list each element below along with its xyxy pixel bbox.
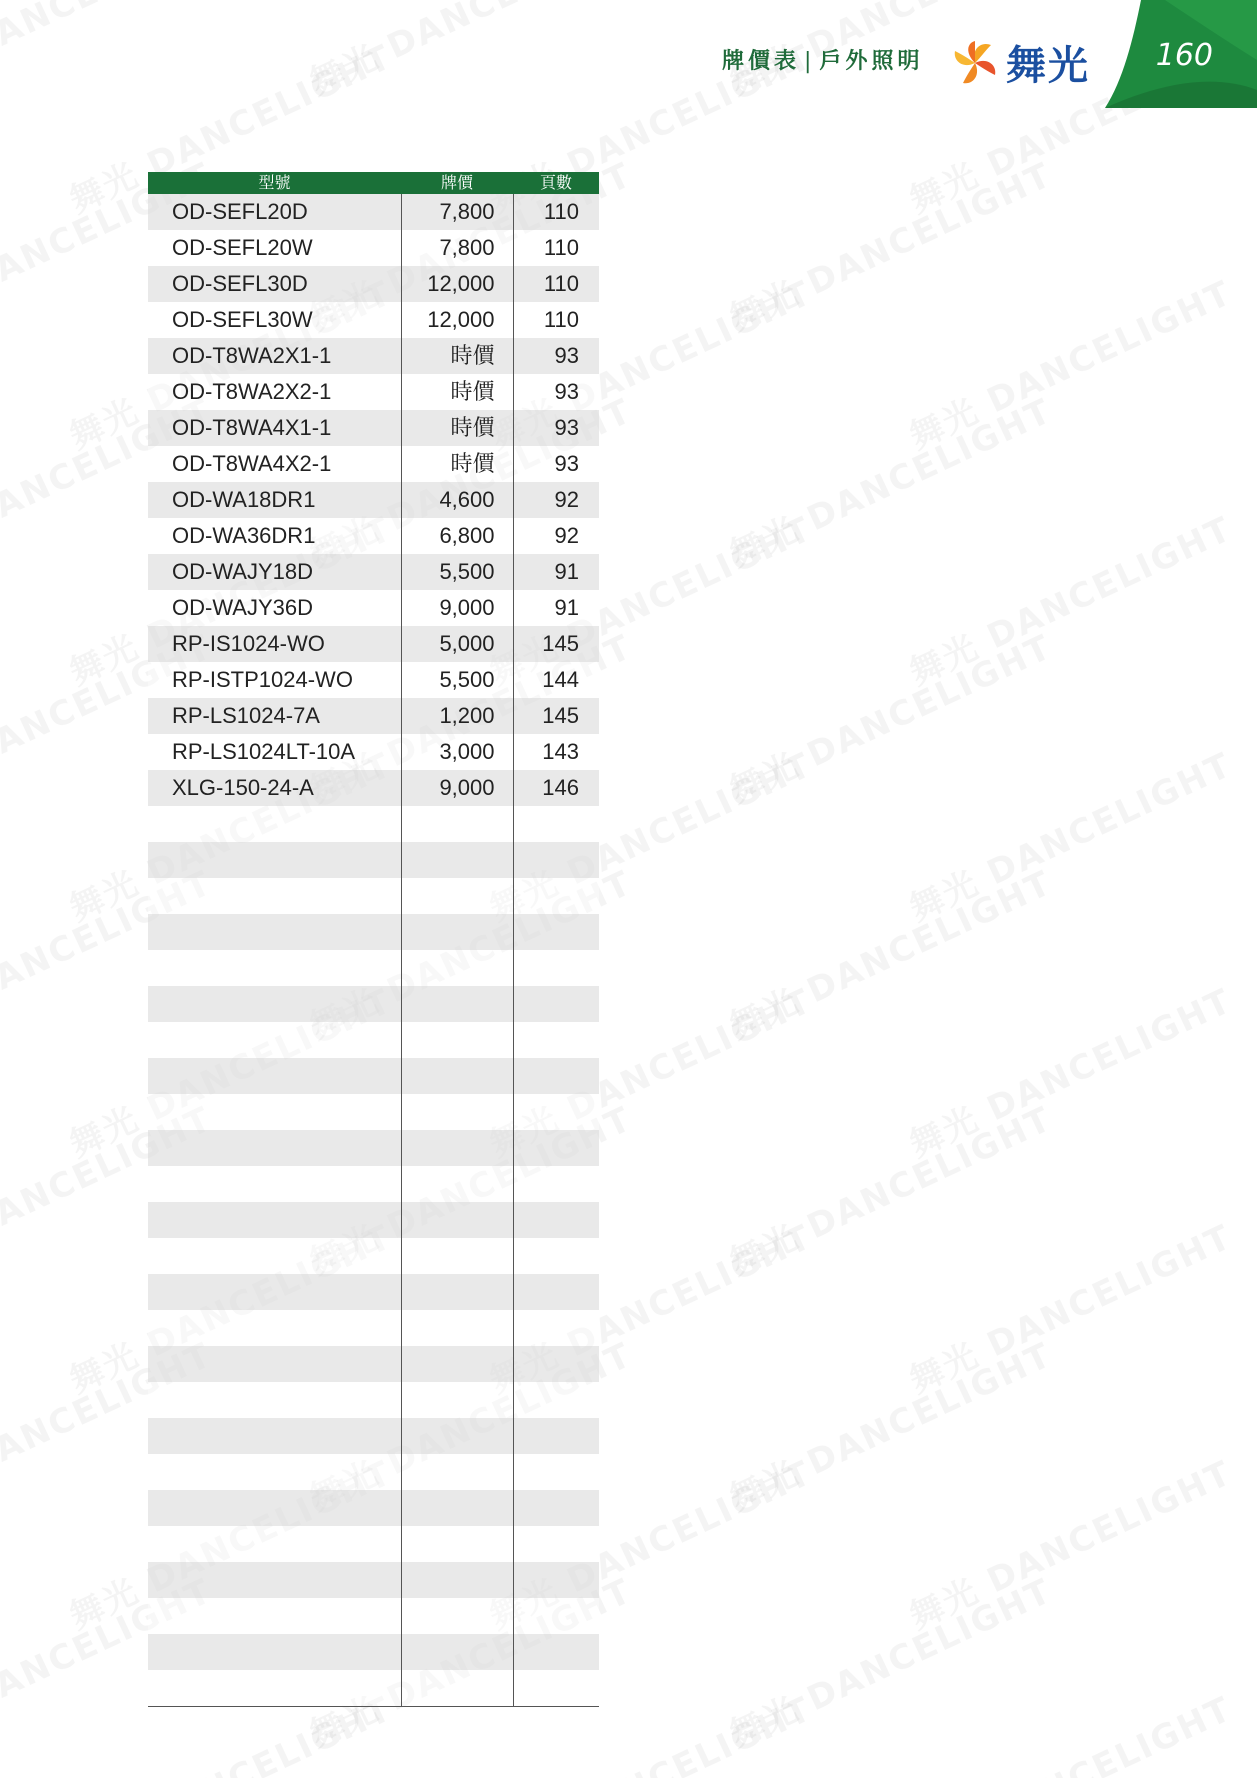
model-cell	[148, 806, 401, 842]
page-cell	[513, 1094, 599, 1130]
table-row	[148, 1526, 599, 1562]
model-cell	[148, 1526, 401, 1562]
table-row	[148, 770, 599, 806]
price-cell: 12,000	[401, 266, 513, 302]
table-row	[148, 554, 599, 590]
price-cell	[401, 806, 513, 842]
table-row	[148, 734, 599, 770]
price-cell: 時價	[401, 338, 513, 374]
watermark-text	[900, 1682, 1239, 1778]
page-cell: 143	[513, 734, 599, 770]
price-cell	[401, 878, 513, 914]
watermark-text	[900, 266, 1239, 459]
page-cell	[513, 1058, 599, 1094]
table-row	[148, 266, 599, 302]
price-cell: 7,800	[401, 230, 513, 266]
watermark-text	[720, 384, 1059, 577]
page-cell: 145	[513, 626, 599, 662]
model-cell: RP-IS1024-WO	[148, 626, 401, 662]
price-cell	[401, 1382, 513, 1418]
price-cell: 5,000	[401, 626, 513, 662]
model-cell	[148, 1634, 401, 1670]
page-cell	[513, 950, 599, 986]
page-cell: 93	[513, 374, 599, 410]
model-cell	[148, 1166, 401, 1202]
model-cell: XLG-150-24-A	[148, 770, 401, 806]
page-cell	[513, 914, 599, 950]
watermark-text	[900, 974, 1239, 1167]
watermark-text	[900, 1210, 1239, 1403]
page-cell	[513, 1166, 599, 1202]
page-cell: 91	[513, 554, 599, 590]
page-cell: 110	[513, 194, 599, 230]
model-cell: OD-SEFL20D	[148, 194, 401, 230]
price-cell: 3,000	[401, 734, 513, 770]
price-cell	[401, 1454, 513, 1490]
model-cell: OD-T8WA4X1-1	[148, 410, 401, 446]
page-cell	[513, 878, 599, 914]
model-cell	[148, 1022, 401, 1058]
price-cell	[401, 1022, 513, 1058]
watermark-text	[720, 1564, 1059, 1757]
watermark-text	[900, 502, 1239, 695]
price-cell	[401, 1058, 513, 1094]
breadcrumb-separator: |	[804, 49, 816, 74]
table-row	[148, 1238, 599, 1274]
price-cell: 7,800	[401, 194, 513, 230]
price-cell: 4,600	[401, 482, 513, 518]
table-row	[148, 1166, 599, 1202]
watermark-text	[900, 738, 1239, 931]
watermark-text	[720, 620, 1059, 813]
brand-logo	[950, 34, 1090, 91]
table-row	[148, 1634, 599, 1670]
table-row	[148, 230, 599, 266]
price-cell	[401, 1562, 513, 1598]
table-row	[148, 302, 599, 338]
model-cell	[148, 1346, 401, 1382]
price-cell: 時價	[401, 410, 513, 446]
model-cell	[148, 1274, 401, 1310]
model-cell: RP-LS1024LT-10A	[148, 734, 401, 770]
model-cell: OD-SEFL30W	[148, 302, 401, 338]
price-cell	[401, 1346, 513, 1382]
price-cell: 9,000	[401, 590, 513, 626]
model-cell	[148, 1598, 401, 1634]
table-row	[148, 338, 599, 374]
breadcrumb-section: 牌價表	[722, 49, 801, 74]
model-cell	[148, 1454, 401, 1490]
page-cell: 91	[513, 590, 599, 626]
model-cell: OD-WAJY36D	[148, 590, 401, 626]
model-cell	[148, 1130, 401, 1166]
model-cell	[148, 1058, 401, 1094]
model-cell	[148, 1310, 401, 1346]
page-cell	[513, 1382, 599, 1418]
table-row	[148, 986, 599, 1022]
page-cell	[513, 986, 599, 1022]
model-cell	[148, 1382, 401, 1418]
table-row	[148, 1454, 599, 1490]
table-row	[148, 1562, 599, 1598]
breadcrumb-category: 戶外照明	[819, 49, 924, 74]
page-cell	[513, 1670, 599, 1706]
price-cell	[401, 1310, 513, 1346]
price-cell	[401, 1490, 513, 1526]
page-cell: 146	[513, 770, 599, 806]
price-cell	[401, 1598, 513, 1634]
model-cell: OD-SEFL20W	[148, 230, 401, 266]
price-cell	[401, 1238, 513, 1274]
page-cell	[513, 1562, 599, 1598]
column-header-model: 型號	[148, 172, 401, 194]
price-cell	[401, 1166, 513, 1202]
brand-name: 舞光	[1006, 43, 1090, 89]
model-cell: OD-T8WA2X2-1	[148, 374, 401, 410]
model-cell	[148, 842, 401, 878]
price-cell	[401, 842, 513, 878]
table-row	[148, 1382, 599, 1418]
model-cell	[148, 1418, 401, 1454]
page-cell	[513, 1490, 599, 1526]
price-table	[148, 172, 599, 1707]
table-row	[148, 1418, 599, 1454]
model-cell: OD-WA36DR1	[148, 518, 401, 554]
price-cell	[401, 986, 513, 1022]
page-cell	[513, 1310, 599, 1346]
table-row	[148, 950, 599, 986]
price-cell	[401, 1274, 513, 1310]
table-row	[148, 410, 599, 446]
price-cell: 1,200	[401, 698, 513, 734]
price-cell: 12,000	[401, 302, 513, 338]
price-cell: 6,800	[401, 518, 513, 554]
column-header-price: 牌價	[401, 172, 513, 194]
page-cell	[513, 1022, 599, 1058]
table-row	[148, 914, 599, 950]
model-cell: RP-ISTP1024-WO	[148, 662, 401, 698]
price-cell	[401, 1130, 513, 1166]
page-cell: 110	[513, 302, 599, 338]
price-cell	[401, 1094, 513, 1130]
model-cell: OD-WAJY18D	[148, 554, 401, 590]
page-cell	[513, 1274, 599, 1310]
page-cell	[513, 1346, 599, 1382]
table-row	[148, 1310, 599, 1346]
table-row	[148, 518, 599, 554]
model-cell	[148, 914, 401, 950]
model-cell: OD-WA18DR1	[148, 482, 401, 518]
table-row	[148, 878, 599, 914]
model-cell: RP-LS1024-7A	[148, 698, 401, 734]
table-row	[148, 1490, 599, 1526]
watermark-text	[720, 856, 1059, 1049]
price-cell: 5,500	[401, 662, 513, 698]
model-cell: OD-T8WA2X1-1	[148, 338, 401, 374]
page-cell: 145	[513, 698, 599, 734]
table-row	[148, 1130, 599, 1166]
table-row	[148, 482, 599, 518]
pinwheel-logo-icon	[950, 41, 1000, 85]
page-header	[0, 0, 1257, 120]
watermark-text	[720, 1328, 1059, 1521]
table-header-row	[148, 172, 599, 194]
model-cell: OD-SEFL30D	[148, 266, 401, 302]
table-row	[148, 446, 599, 482]
table-row	[148, 1598, 599, 1634]
page-cell	[513, 842, 599, 878]
model-cell	[148, 1490, 401, 1526]
price-cell: 時價	[401, 374, 513, 410]
table-row	[148, 1202, 599, 1238]
model-cell	[148, 1094, 401, 1130]
price-cell	[401, 950, 513, 986]
page-number: 160	[1155, 38, 1213, 73]
page-cell	[513, 1238, 599, 1274]
table-body	[148, 194, 599, 1706]
watermark-text	[720, 1092, 1059, 1285]
model-cell	[148, 986, 401, 1022]
price-cell: 5,500	[401, 554, 513, 590]
price-cell	[401, 1526, 513, 1562]
watermark-text	[900, 1446, 1239, 1639]
table-row	[148, 662, 599, 698]
model-cell	[148, 878, 401, 914]
page-cell	[513, 1454, 599, 1490]
model-cell: OD-T8WA4X2-1	[148, 446, 401, 482]
breadcrumb	[722, 44, 923, 75]
table-row	[148, 194, 599, 230]
model-cell	[148, 1670, 401, 1706]
table-row	[148, 626, 599, 662]
page-cell: 93	[513, 338, 599, 374]
table-row	[148, 374, 599, 410]
page-cell	[513, 806, 599, 842]
page-cell: 110	[513, 266, 599, 302]
table-row	[148, 1022, 599, 1058]
page-cell: 144	[513, 662, 599, 698]
page-cell: 93	[513, 410, 599, 446]
price-cell	[401, 1634, 513, 1670]
price-cell: 9,000	[401, 770, 513, 806]
page-cell	[513, 1130, 599, 1166]
price-cell	[401, 1670, 513, 1706]
price-cell	[401, 1202, 513, 1238]
price-cell	[401, 914, 513, 950]
page-cell	[513, 1598, 599, 1634]
page-cell: 92	[513, 518, 599, 554]
page-cell	[513, 1202, 599, 1238]
column-header-page: 頁數	[513, 172, 599, 194]
page-cell	[513, 1418, 599, 1454]
model-cell	[148, 950, 401, 986]
page-cell: 92	[513, 482, 599, 518]
table-row	[148, 590, 599, 626]
price-cell: 時價	[401, 446, 513, 482]
table-row	[148, 842, 599, 878]
table-row	[148, 698, 599, 734]
watermark-text	[720, 148, 1059, 341]
model-cell	[148, 1238, 401, 1274]
table-row	[148, 1058, 599, 1094]
price-cell	[401, 1418, 513, 1454]
page-cell: 93	[513, 446, 599, 482]
model-cell	[148, 1562, 401, 1598]
table-row	[148, 1274, 599, 1310]
page-cell: 110	[513, 230, 599, 266]
page-cell	[513, 1634, 599, 1670]
table-row	[148, 1094, 599, 1130]
table-row	[148, 1670, 599, 1706]
model-cell	[148, 1202, 401, 1238]
page-cell	[513, 1526, 599, 1562]
table-row	[148, 806, 599, 842]
table-row	[148, 1346, 599, 1382]
